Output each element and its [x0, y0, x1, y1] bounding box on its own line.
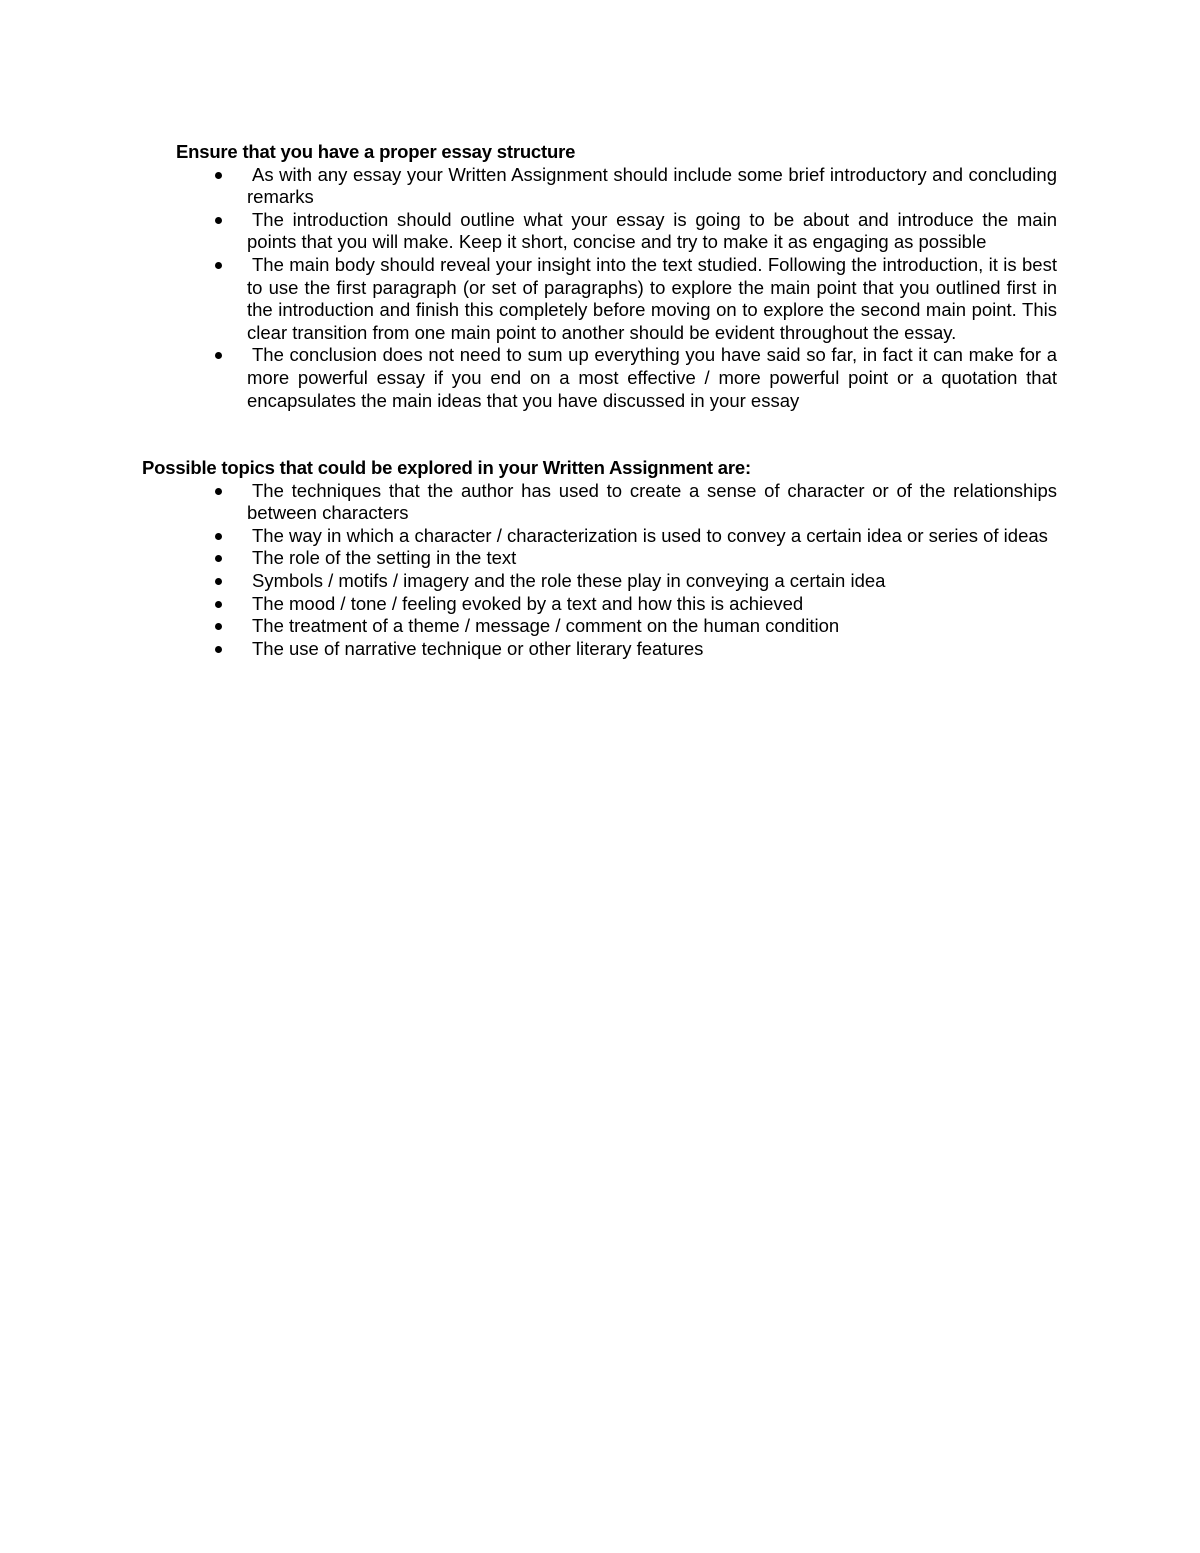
list-item — [247, 615, 1060, 638]
list-item-text: The role of the setting in the text — [252, 547, 517, 569]
list-item-text: The introduction should outline what your essay is going to be about and introduce the main points that you will make. Keep it short, concise and try to make it as engaging as possible — [247, 208, 1057, 253]
list-item-text: Symbols / motifs / imagery and the role these play in conveying a certain idea — [252, 569, 886, 591]
section-heading: Possible topics that could be explored in your Written Assignment are: — [142, 457, 751, 478]
bullet-icon — [215, 578, 222, 585]
bullet-icon — [215, 623, 222, 630]
list-item — [247, 638, 1060, 661]
list-item-text: The conclusion does not need to sum up everything you have said so far, in fact it can make for a more powerful essay if you end on a most effective / more powerful point or a quotation that encapsulates the main ideas that you have discussed in your essay — [247, 344, 1057, 411]
list-item — [247, 525, 1060, 548]
list-item — [247, 547, 1060, 570]
list-item-text: The main body should reveal your insight into the text studied. Following the introduction, it is best to use the first paragraph (or set of paragraphs) to explore the main point that you outlined first in the introduction and finish this completely before moving on to explore the second main point. This clear transition from one main point to another should be evident throughout the essay. — [247, 253, 1057, 343]
list-item — [247, 570, 1060, 593]
list-item-text: The techniques that the author has used to create a sense of character or of the relationships between characters — [247, 479, 1057, 524]
bullet-icon — [215, 352, 222, 359]
bullet-list — [247, 480, 1060, 661]
list-item — [247, 254, 1060, 344]
list-item-text: The way in which a character / characterization is used to convey a certain idea or series of ideas — [252, 524, 1048, 546]
list-item-text: The use of narrative technique or other literary features — [252, 637, 704, 659]
bullet-icon — [215, 533, 222, 540]
section-heading: Ensure that you have a proper essay structure — [176, 141, 576, 162]
list-item-text: As with any essay your Written Assignment should include some brief introductory and concluding remarks — [247, 163, 1057, 208]
bullet-icon — [215, 646, 222, 653]
list-item-text: The treatment of a theme / message / comment on the human condition — [252, 615, 840, 637]
possible-topics-section — [142, 457, 1060, 660]
list-item — [247, 164, 1060, 209]
list-item — [247, 344, 1060, 412]
bullet-icon — [215, 262, 222, 269]
bullet-list — [247, 164, 1060, 413]
list-item — [247, 480, 1060, 525]
bullet-icon — [215, 555, 222, 562]
bullet-icon — [215, 172, 222, 179]
essay-structure-section — [176, 141, 1060, 412]
list-item — [247, 209, 1060, 254]
bullet-icon — [215, 601, 222, 608]
bullet-icon — [215, 217, 222, 224]
bullet-icon — [215, 488, 222, 495]
list-item — [247, 593, 1060, 616]
list-item-text: The mood / tone / feeling evoked by a text and how this is achieved — [252, 592, 804, 614]
